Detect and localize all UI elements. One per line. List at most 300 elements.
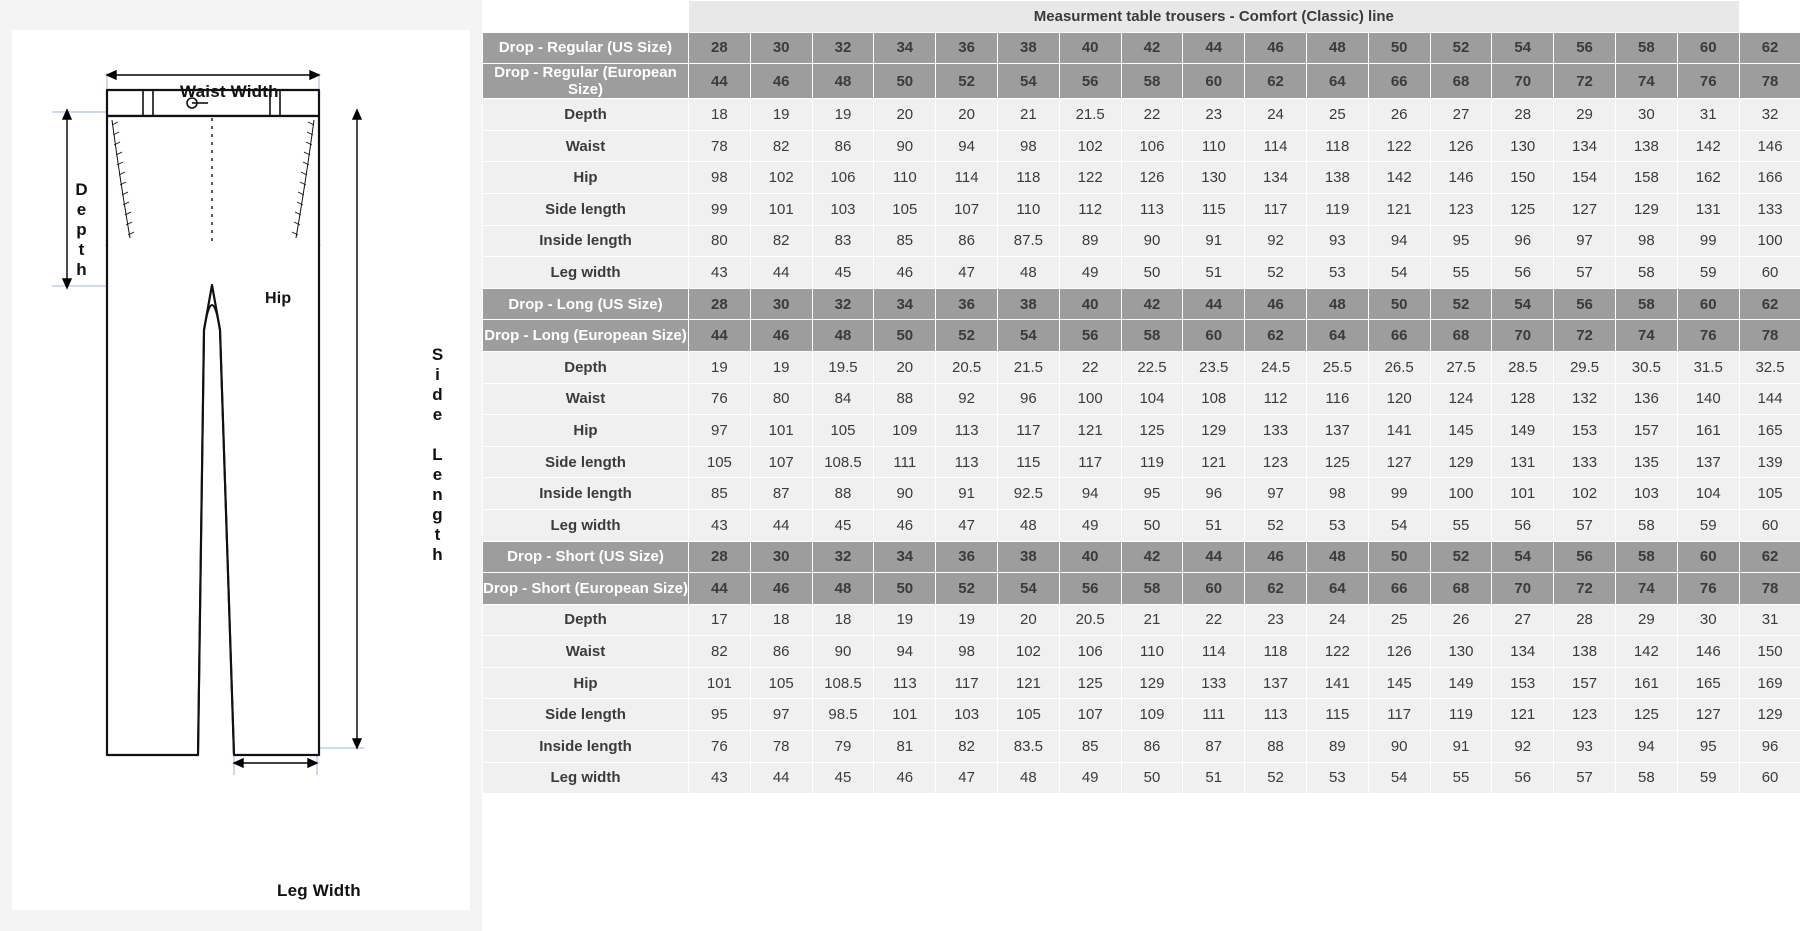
measurement-cell: 32: [1739, 99, 1800, 131]
measurement-cell: 121: [1059, 415, 1121, 447]
size-cell-eu: 62: [1245, 64, 1307, 99]
measurement-cell: 30.5: [1615, 351, 1677, 383]
measurement-cell: 109: [874, 415, 936, 447]
measurement-cell: 117: [997, 415, 1059, 447]
measurement-cell: 60: [1739, 257, 1800, 289]
measurement-cell: 149: [1492, 415, 1554, 447]
title-spacer: [483, 1, 689, 33]
measurement-cell: 125: [1306, 446, 1368, 478]
measurement-cell: 82: [750, 225, 812, 257]
measurement-cell: 99: [1677, 225, 1739, 257]
measurement-cell: 146: [1430, 162, 1492, 194]
measurement-cell: 125: [1615, 699, 1677, 731]
size-cell-eu: 78: [1739, 320, 1800, 352]
measurement-cell: 55: [1430, 762, 1492, 794]
measurement-cell: 146: [1677, 636, 1739, 668]
size-cell-us: 50: [1368, 32, 1430, 64]
measurement-cell: 92: [1492, 731, 1554, 763]
measurement-cell: 79: [812, 731, 874, 763]
measurement-cell: 46: [874, 762, 936, 794]
measurement-cell: 98.5: [812, 699, 874, 731]
measurement-cell: 27: [1492, 604, 1554, 636]
measurement-cell: 20: [936, 99, 998, 131]
row-label: Inside length: [483, 225, 689, 257]
measurement-cell: 127: [1368, 446, 1430, 478]
measurement-cell: 113: [936, 415, 998, 447]
measurement-cell: 134: [1554, 130, 1616, 162]
size-cell-us: 28: [689, 541, 751, 573]
size-cell-us: 42: [1121, 541, 1183, 573]
measurement-cell: 110: [997, 193, 1059, 225]
measurement-cell: 126: [1368, 636, 1430, 668]
measurement-cell: 121: [1492, 699, 1554, 731]
row-label: Side length: [483, 699, 689, 731]
label-side-length: Side Length: [428, 345, 447, 565]
size-cell-us: 32: [812, 288, 874, 320]
size-cell-us: 40: [1059, 541, 1121, 573]
measurement-cell: 60: [1739, 509, 1800, 541]
size-cell-eu: 52: [936, 573, 998, 605]
row-label: Side length: [483, 446, 689, 478]
measurement-cell: 146: [1739, 130, 1800, 162]
measurement-cell: 123: [1430, 193, 1492, 225]
measurement-cell: 115: [1306, 699, 1368, 731]
measurement-cell: 19: [750, 351, 812, 383]
measurement-cell: 45: [812, 762, 874, 794]
size-cell-eu: 68: [1430, 573, 1492, 605]
measurement-cell: 142: [1677, 130, 1739, 162]
size-cell-us: 50: [1368, 288, 1430, 320]
measurement-cell: 53: [1306, 257, 1368, 289]
measurement-cell: 104: [1677, 478, 1739, 510]
measurement-cell: 49: [1059, 257, 1121, 289]
row-label: Leg width: [483, 509, 689, 541]
measurement-cell: 45: [812, 509, 874, 541]
measurement-cell: 111: [1183, 699, 1245, 731]
size-cell-eu: 52: [936, 64, 998, 99]
measurement-cell: 93: [1554, 731, 1616, 763]
size-cell-eu: 60: [1183, 64, 1245, 99]
measurement-cell: 51: [1183, 257, 1245, 289]
size-cell-us: 58: [1615, 541, 1677, 573]
measurement-cell: 59: [1677, 257, 1739, 289]
measurement-cell: 85: [689, 478, 751, 510]
measurement-cell: 94: [936, 130, 998, 162]
table-row: [483, 478, 1800, 510]
measurement-cell: 141: [1306, 667, 1368, 699]
measurement-cell: 91: [1183, 225, 1245, 257]
measurement-cell: 52: [1245, 762, 1307, 794]
measurement-cell: 113: [1121, 193, 1183, 225]
measurement-cell: 90: [874, 130, 936, 162]
size-cell-eu: 56: [1059, 573, 1121, 605]
measurement-cell: 141: [1368, 415, 1430, 447]
size-cell-us: 56: [1554, 32, 1616, 64]
size-cell-us: 50: [1368, 541, 1430, 573]
row-label: Depth: [483, 99, 689, 131]
measurement-cell: 95: [1121, 478, 1183, 510]
measurement-cell: 117: [1059, 446, 1121, 478]
size-cell-eu: 74: [1615, 64, 1677, 99]
size-cell-us: 38: [997, 32, 1059, 64]
size-cell-us: 54: [1492, 541, 1554, 573]
measurement-cell: 133: [1245, 415, 1307, 447]
measurement-cell: 88: [874, 383, 936, 415]
measurement-cell: 145: [1430, 415, 1492, 447]
measurement-cell: 86: [812, 130, 874, 162]
size-cell-eu: 68: [1430, 320, 1492, 352]
size-cell-us: 60: [1677, 288, 1739, 320]
measurement-cell: 123: [1554, 699, 1616, 731]
measurement-cell: 105: [812, 415, 874, 447]
measurement-cell: 80: [750, 383, 812, 415]
measurement-cell: 114: [1245, 130, 1307, 162]
measurement-cell: 119: [1121, 446, 1183, 478]
measurement-cell: 20: [997, 604, 1059, 636]
measurement-cell: 57: [1554, 257, 1616, 289]
measurement-cell: 119: [1306, 193, 1368, 225]
measurement-cell: 46: [874, 257, 936, 289]
row-label: Side length: [483, 193, 689, 225]
measurement-cell: 89: [1059, 225, 1121, 257]
size-cell-us: 30: [750, 288, 812, 320]
size-cell-eu: 54: [997, 320, 1059, 352]
measurement-cell: 115: [1183, 193, 1245, 225]
measurement-cell: 78: [689, 130, 751, 162]
measurement-cell: 83: [812, 225, 874, 257]
size-cell-us: 44: [1183, 541, 1245, 573]
measurement-cell: 153: [1554, 415, 1616, 447]
measurement-cell: 165: [1739, 415, 1800, 447]
measurement-cell: 31: [1739, 604, 1800, 636]
measurement-cell: 60: [1739, 762, 1800, 794]
measurement-cell: 127: [1554, 193, 1616, 225]
measurement-cell: 30: [1615, 99, 1677, 131]
table-row: [483, 415, 1800, 447]
measurement-cell: 157: [1615, 415, 1677, 447]
measurement-cell: 21: [997, 99, 1059, 131]
measurement-cell: 26: [1430, 604, 1492, 636]
measurement-cell: 78: [750, 731, 812, 763]
measurement-cell: 103: [812, 193, 874, 225]
size-cell-eu: 60: [1183, 320, 1245, 352]
size-cell-eu: 62: [1245, 320, 1307, 352]
measurement-cell: 20: [874, 351, 936, 383]
row-label: Leg width: [483, 762, 689, 794]
table-row: [483, 509, 1800, 541]
measurement-cell: 59: [1677, 762, 1739, 794]
measurement-cell: 21.5: [1059, 99, 1121, 131]
measurement-cell: 127: [1677, 699, 1739, 731]
measurement-cell: 96: [1183, 478, 1245, 510]
table-title-row: [483, 1, 1800, 33]
measurement-cell: 86: [1121, 731, 1183, 763]
row-label: Hip: [483, 667, 689, 699]
size-cell-us: 28: [689, 288, 751, 320]
size-cell-eu: 48: [812, 573, 874, 605]
size-cell-us: 36: [936, 32, 998, 64]
measurement-cell: 165: [1677, 667, 1739, 699]
measurement-cell: 23: [1245, 604, 1307, 636]
measurement-cell: 106: [812, 162, 874, 194]
measurement-cell: 107: [936, 193, 998, 225]
table-row: [483, 225, 1800, 257]
measurement-cell: 26: [1368, 99, 1430, 131]
measurement-cell: 91: [936, 478, 998, 510]
measurement-cell: 18: [812, 604, 874, 636]
measurement-cell: 108.5: [812, 667, 874, 699]
size-cell-eu: 54: [997, 64, 1059, 99]
size-cell-us: 56: [1554, 541, 1616, 573]
measurement-cell: 121: [1183, 446, 1245, 478]
measurement-cell: 102: [997, 636, 1059, 668]
measurement-cell: 102: [750, 162, 812, 194]
measurement-cell: 56: [1492, 509, 1554, 541]
measurement-cell: 102: [1554, 478, 1616, 510]
measurement-table: [482, 0, 1800, 794]
measurement-cell: 48: [997, 762, 1059, 794]
size-cell-us: 30: [750, 32, 812, 64]
group-header-eu-row: [483, 573, 1800, 605]
measurement-cell: 86: [750, 636, 812, 668]
measurement-cell: 53: [1306, 762, 1368, 794]
label-waist-width: Waist Width: [180, 82, 279, 101]
size-cell-eu: 72: [1554, 573, 1616, 605]
size-cell-us: 34: [874, 541, 936, 573]
measurement-cell: 19.5: [812, 351, 874, 383]
measurement-cell: 101: [874, 699, 936, 731]
size-cell-eu: 70: [1492, 64, 1554, 99]
measurement-cell: 101: [1492, 478, 1554, 510]
size-cell-us: 62: [1739, 32, 1800, 64]
row-label: Waist: [483, 383, 689, 415]
group-label-us: Drop - Long (US Size): [483, 288, 689, 320]
size-cell-eu: 70: [1492, 573, 1554, 605]
measurement-cell: 86: [936, 225, 998, 257]
size-cell-eu: 50: [874, 64, 936, 99]
measurement-cell: 51: [1183, 762, 1245, 794]
measurement-cell: 48: [997, 509, 1059, 541]
measurement-cell: 19: [689, 351, 751, 383]
table-row: [483, 193, 1800, 225]
size-cell-eu: 72: [1554, 320, 1616, 352]
measurement-cell: 121: [997, 667, 1059, 699]
measurement-cell: 25.5: [1306, 351, 1368, 383]
size-cell-us: 46: [1245, 32, 1307, 64]
measurement-cell: 88: [1245, 731, 1307, 763]
size-cell-us: 32: [812, 32, 874, 64]
measurement-cell: 52: [1245, 509, 1307, 541]
measurement-cell: 108.5: [812, 446, 874, 478]
size-cell-eu: 64: [1306, 573, 1368, 605]
measurement-cell: 29: [1615, 604, 1677, 636]
illustration-card: [12, 30, 470, 910]
measurement-cell: 129: [1739, 699, 1800, 731]
measurement-cell: 95: [689, 699, 751, 731]
measurement-cell: 51: [1183, 509, 1245, 541]
size-cell-us: 32: [812, 541, 874, 573]
measurement-cell: 32.5: [1739, 351, 1800, 383]
measurement-cell: 102: [1059, 130, 1121, 162]
measurement-cell: 85: [1059, 731, 1121, 763]
measurement-cell: 161: [1615, 667, 1677, 699]
measurement-cell: 134: [1245, 162, 1307, 194]
measurement-cell: 54: [1368, 257, 1430, 289]
measurement-cell: 20.5: [936, 351, 998, 383]
row-label: Depth: [483, 604, 689, 636]
measurement-cell: 103: [1615, 478, 1677, 510]
measurement-cell: 119: [1430, 699, 1492, 731]
measurement-cell: 130: [1183, 162, 1245, 194]
measurement-cell: 90: [874, 478, 936, 510]
measurement-cell: 105: [1739, 478, 1800, 510]
measurement-cell: 129: [1183, 415, 1245, 447]
measurement-cell: 157: [1554, 667, 1616, 699]
measurement-cell: 133: [1739, 193, 1800, 225]
measurement-cell: 128: [1492, 383, 1554, 415]
size-cell-eu: 70: [1492, 320, 1554, 352]
size-cell-eu: 56: [1059, 64, 1121, 99]
measurement-cell: 108: [1183, 383, 1245, 415]
measurement-cell: 97: [1554, 225, 1616, 257]
measurement-cell: 50: [1121, 509, 1183, 541]
size-cell-eu: 44: [689, 320, 751, 352]
measurement-cell: 100: [1739, 225, 1800, 257]
measurement-cell: 31.5: [1677, 351, 1739, 383]
measurement-cell: 101: [689, 667, 751, 699]
size-cell-eu: 46: [750, 320, 812, 352]
measurement-cell: 54: [1368, 509, 1430, 541]
measurement-cell: 96: [1739, 731, 1800, 763]
measurement-cell: 94: [1615, 731, 1677, 763]
size-cell-us: 34: [874, 288, 936, 320]
measurement-cell: 58: [1615, 509, 1677, 541]
measurement-cell: 99: [689, 193, 751, 225]
measurement-cell: 76: [689, 731, 751, 763]
measurement-cell: 95: [1677, 731, 1739, 763]
label-hip: Hip: [265, 290, 292, 307]
row-label: Hip: [483, 162, 689, 194]
size-cell-us: 40: [1059, 32, 1121, 64]
size-cell-eu: 64: [1306, 64, 1368, 99]
measurement-cell: 129: [1121, 667, 1183, 699]
size-cell-eu: 50: [874, 573, 936, 605]
measurement-cell: 115: [997, 446, 1059, 478]
size-cell-eu: 46: [750, 573, 812, 605]
size-cell-us: 60: [1677, 541, 1739, 573]
size-cell-us: 62: [1739, 288, 1800, 320]
measurement-cell: 94: [874, 636, 936, 668]
measurement-cell: 129: [1615, 193, 1677, 225]
title-spacer-right: [1739, 1, 1800, 33]
measurement-cell: 56: [1492, 762, 1554, 794]
measurement-cell: 138: [1554, 636, 1616, 668]
measurement-cell: 154: [1554, 162, 1616, 194]
measurement-cell: 118: [1245, 636, 1307, 668]
size-cell-eu: 58: [1121, 320, 1183, 352]
group-header-us-row: [483, 288, 1800, 320]
table-row: [483, 446, 1800, 478]
measurement-cell: 50: [1121, 257, 1183, 289]
size-cell-us: 36: [936, 288, 998, 320]
measurement-cell: 137: [1306, 415, 1368, 447]
size-cell-us: 36: [936, 541, 998, 573]
measurement-cell: 19: [812, 99, 874, 131]
measurement-cell: 123: [1245, 446, 1307, 478]
measurement-cell: 55: [1430, 257, 1492, 289]
size-cell-us: 42: [1121, 288, 1183, 320]
measurement-cell: 90: [1121, 225, 1183, 257]
measurement-cell: 107: [1059, 699, 1121, 731]
measurement-cell: 150: [1739, 636, 1800, 668]
measurement-cell: 18: [750, 604, 812, 636]
measurement-cell: 82: [750, 130, 812, 162]
size-cell-us: 58: [1615, 32, 1677, 64]
size-cell-eu: 74: [1615, 573, 1677, 605]
size-cell-us: 52: [1430, 288, 1492, 320]
measurement-cell: 97: [750, 699, 812, 731]
measurement-cell: 117: [1245, 193, 1307, 225]
size-cell-eu: 48: [812, 320, 874, 352]
measurement-cell: 53: [1306, 509, 1368, 541]
size-cell-eu: 62: [1245, 573, 1307, 605]
label-leg-width: Leg Width: [277, 881, 361, 900]
measurement-cell: 80: [689, 225, 751, 257]
measurement-cell: 150: [1492, 162, 1554, 194]
measurement-cell: 29: [1554, 99, 1616, 131]
size-cell-us: 48: [1306, 32, 1368, 64]
measurement-cell: 28: [1554, 604, 1616, 636]
row-label: Waist: [483, 130, 689, 162]
measurement-cell: 45: [812, 257, 874, 289]
measurement-cell: 144: [1739, 383, 1800, 415]
size-cell-eu: 78: [1739, 573, 1800, 605]
measurement-cell: 103: [936, 699, 998, 731]
measurement-cell: 76: [689, 383, 751, 415]
measurement-cell: 52: [1245, 257, 1307, 289]
measurement-cell: 166: [1739, 162, 1800, 194]
measurement-cell: 54: [1368, 762, 1430, 794]
measurement-cell: 59: [1677, 509, 1739, 541]
size-cell-us: 44: [1183, 32, 1245, 64]
measurement-cell: 106: [1121, 130, 1183, 162]
measurement-cell: 22.5: [1121, 351, 1183, 383]
measurement-cell: 94: [1368, 225, 1430, 257]
measurement-cell: 96: [997, 383, 1059, 415]
measurement-cell: 125: [1492, 193, 1554, 225]
measurement-cell: 44: [750, 762, 812, 794]
measurement-cell: 90: [812, 636, 874, 668]
measurement-cell: 169: [1739, 667, 1800, 699]
measurement-cell: 114: [936, 162, 998, 194]
group-header-eu-row: [483, 64, 1800, 99]
measurement-cell: 89: [1306, 731, 1368, 763]
measurement-cell: 28.5: [1492, 351, 1554, 383]
measurement-cell: 90: [1368, 731, 1430, 763]
size-cell-eu: 56: [1059, 320, 1121, 352]
size-cell-us: 48: [1306, 541, 1368, 573]
size-cell-us: 44: [1183, 288, 1245, 320]
row-label: Inside length: [483, 731, 689, 763]
size-cell-us: 28: [689, 32, 751, 64]
measurement-cell: 27: [1430, 99, 1492, 131]
measurement-cell: 158: [1615, 162, 1677, 194]
measurement-cell: 105: [689, 446, 751, 478]
size-cell-eu: 76: [1677, 320, 1739, 352]
size-cell-eu: 76: [1677, 64, 1739, 99]
measurement-cell: 57: [1554, 762, 1616, 794]
size-cell-us: 54: [1492, 32, 1554, 64]
